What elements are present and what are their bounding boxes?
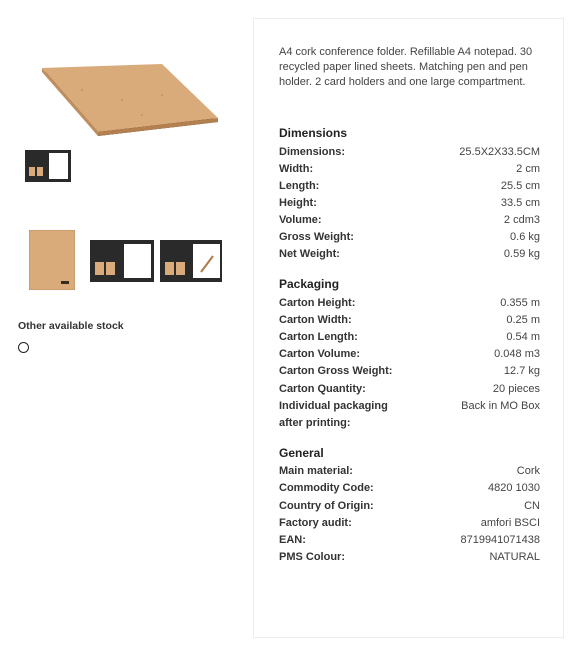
spec-label: Carton Length: [279, 331, 358, 343]
spec-label: Main material: [279, 465, 353, 477]
spec-value: 4820 1030 [488, 482, 540, 494]
product-details-panel [253, 18, 564, 638]
spec-row [279, 229, 540, 246]
spec-value: 12.7 kg [503, 365, 540, 377]
spec-label: Height: [279, 197, 317, 209]
spec-row [279, 532, 540, 549]
spec-value: 25.5X2X33.5CM [459, 146, 540, 158]
spec-row [279, 381, 540, 398]
spec-value: 0.048 m3 [494, 348, 540, 360]
spec-row [279, 312, 540, 329]
spec-value: 2 cdm3 [503, 214, 540, 226]
spec-row [279, 515, 540, 532]
spec-row [279, 329, 540, 346]
spec-label: Individual packaging after printing: [279, 400, 388, 429]
spec-row [279, 363, 540, 380]
spec-label: Carton Width: [279, 314, 352, 326]
thumbnail-open-folder-small[interactable] [25, 150, 71, 182]
spec-value: 0.355 m [500, 297, 540, 309]
section-title-packaging: Packaging [279, 277, 340, 291]
spec-label: Gross Weight: [279, 231, 354, 243]
spec-label: Width: [279, 163, 314, 175]
spec-label: Factory audit: [279, 517, 352, 529]
spec-value: 8719941071438 [460, 534, 540, 546]
spec-row [279, 549, 540, 566]
spec-label: PMS Colour: [279, 551, 345, 563]
other-stock-label: Other available stock [18, 320, 124, 332]
spec-row [279, 498, 540, 515]
spec-label: Country of Origin: [279, 500, 374, 512]
spec-label: Carton Gross Weight: [279, 365, 393, 377]
spec-value: 0.54 m [506, 331, 540, 343]
spec-label: Net Weight: [279, 248, 340, 260]
main-product-image[interactable] [22, 60, 222, 152]
thumbnail-cork-cover[interactable] [29, 230, 75, 290]
spec-value: 0.59 kg [503, 248, 540, 260]
spec-value: 0.25 m [506, 314, 540, 326]
spec-row [279, 212, 540, 229]
product-gallery [0, 0, 250, 663]
spec-label: Commodity Code: [279, 482, 374, 494]
spec-label: Carton Height: [279, 297, 356, 309]
spec-value: CN [524, 500, 540, 512]
spec-value: Cork [516, 465, 540, 477]
spec-label: Carton Quantity: [279, 383, 366, 395]
spec-row [279, 398, 540, 432]
spec-row [279, 246, 540, 263]
section-title-general: General [279, 446, 324, 460]
spec-row [279, 161, 540, 178]
spec-row [279, 480, 540, 497]
color-swatch-natural[interactable] [18, 342, 29, 353]
spec-row [279, 346, 540, 363]
spec-row [279, 463, 540, 480]
spec-label: EAN: [279, 534, 306, 546]
spec-value: 33.5 cm [500, 197, 540, 209]
spec-label: Dimensions: [279, 146, 346, 158]
spec-value: 2 cm [516, 163, 540, 175]
spec-label: Length: [279, 180, 320, 192]
spec-row [279, 144, 540, 161]
spec-row [279, 195, 540, 212]
thumbnail-open-folder-pen[interactable] [160, 240, 222, 282]
spec-label: Carton Volume: [279, 348, 361, 360]
thumbnail-open-folder-notepad[interactable] [90, 240, 154, 282]
spec-value: amfori BSCI [480, 517, 540, 529]
spec-row [279, 295, 540, 312]
spec-value: NATURAL [489, 551, 540, 563]
spec-row [279, 178, 540, 195]
spec-value: 20 pieces [492, 383, 540, 395]
spec-label: Volume: [279, 214, 322, 226]
spec-value: 25.5 cm [500, 180, 540, 192]
spec-value: 0.6 kg [510, 231, 540, 243]
section-title-dimensions: Dimensions [279, 126, 348, 140]
product-description: A4 cork conference folder. Refillable A4 notepad. 30 recycled paper lined sheets. Matching pen and pen holder. 2 card holders and one large compartment. [279, 46, 533, 88]
spec-value: Back in MO Box [461, 400, 540, 412]
